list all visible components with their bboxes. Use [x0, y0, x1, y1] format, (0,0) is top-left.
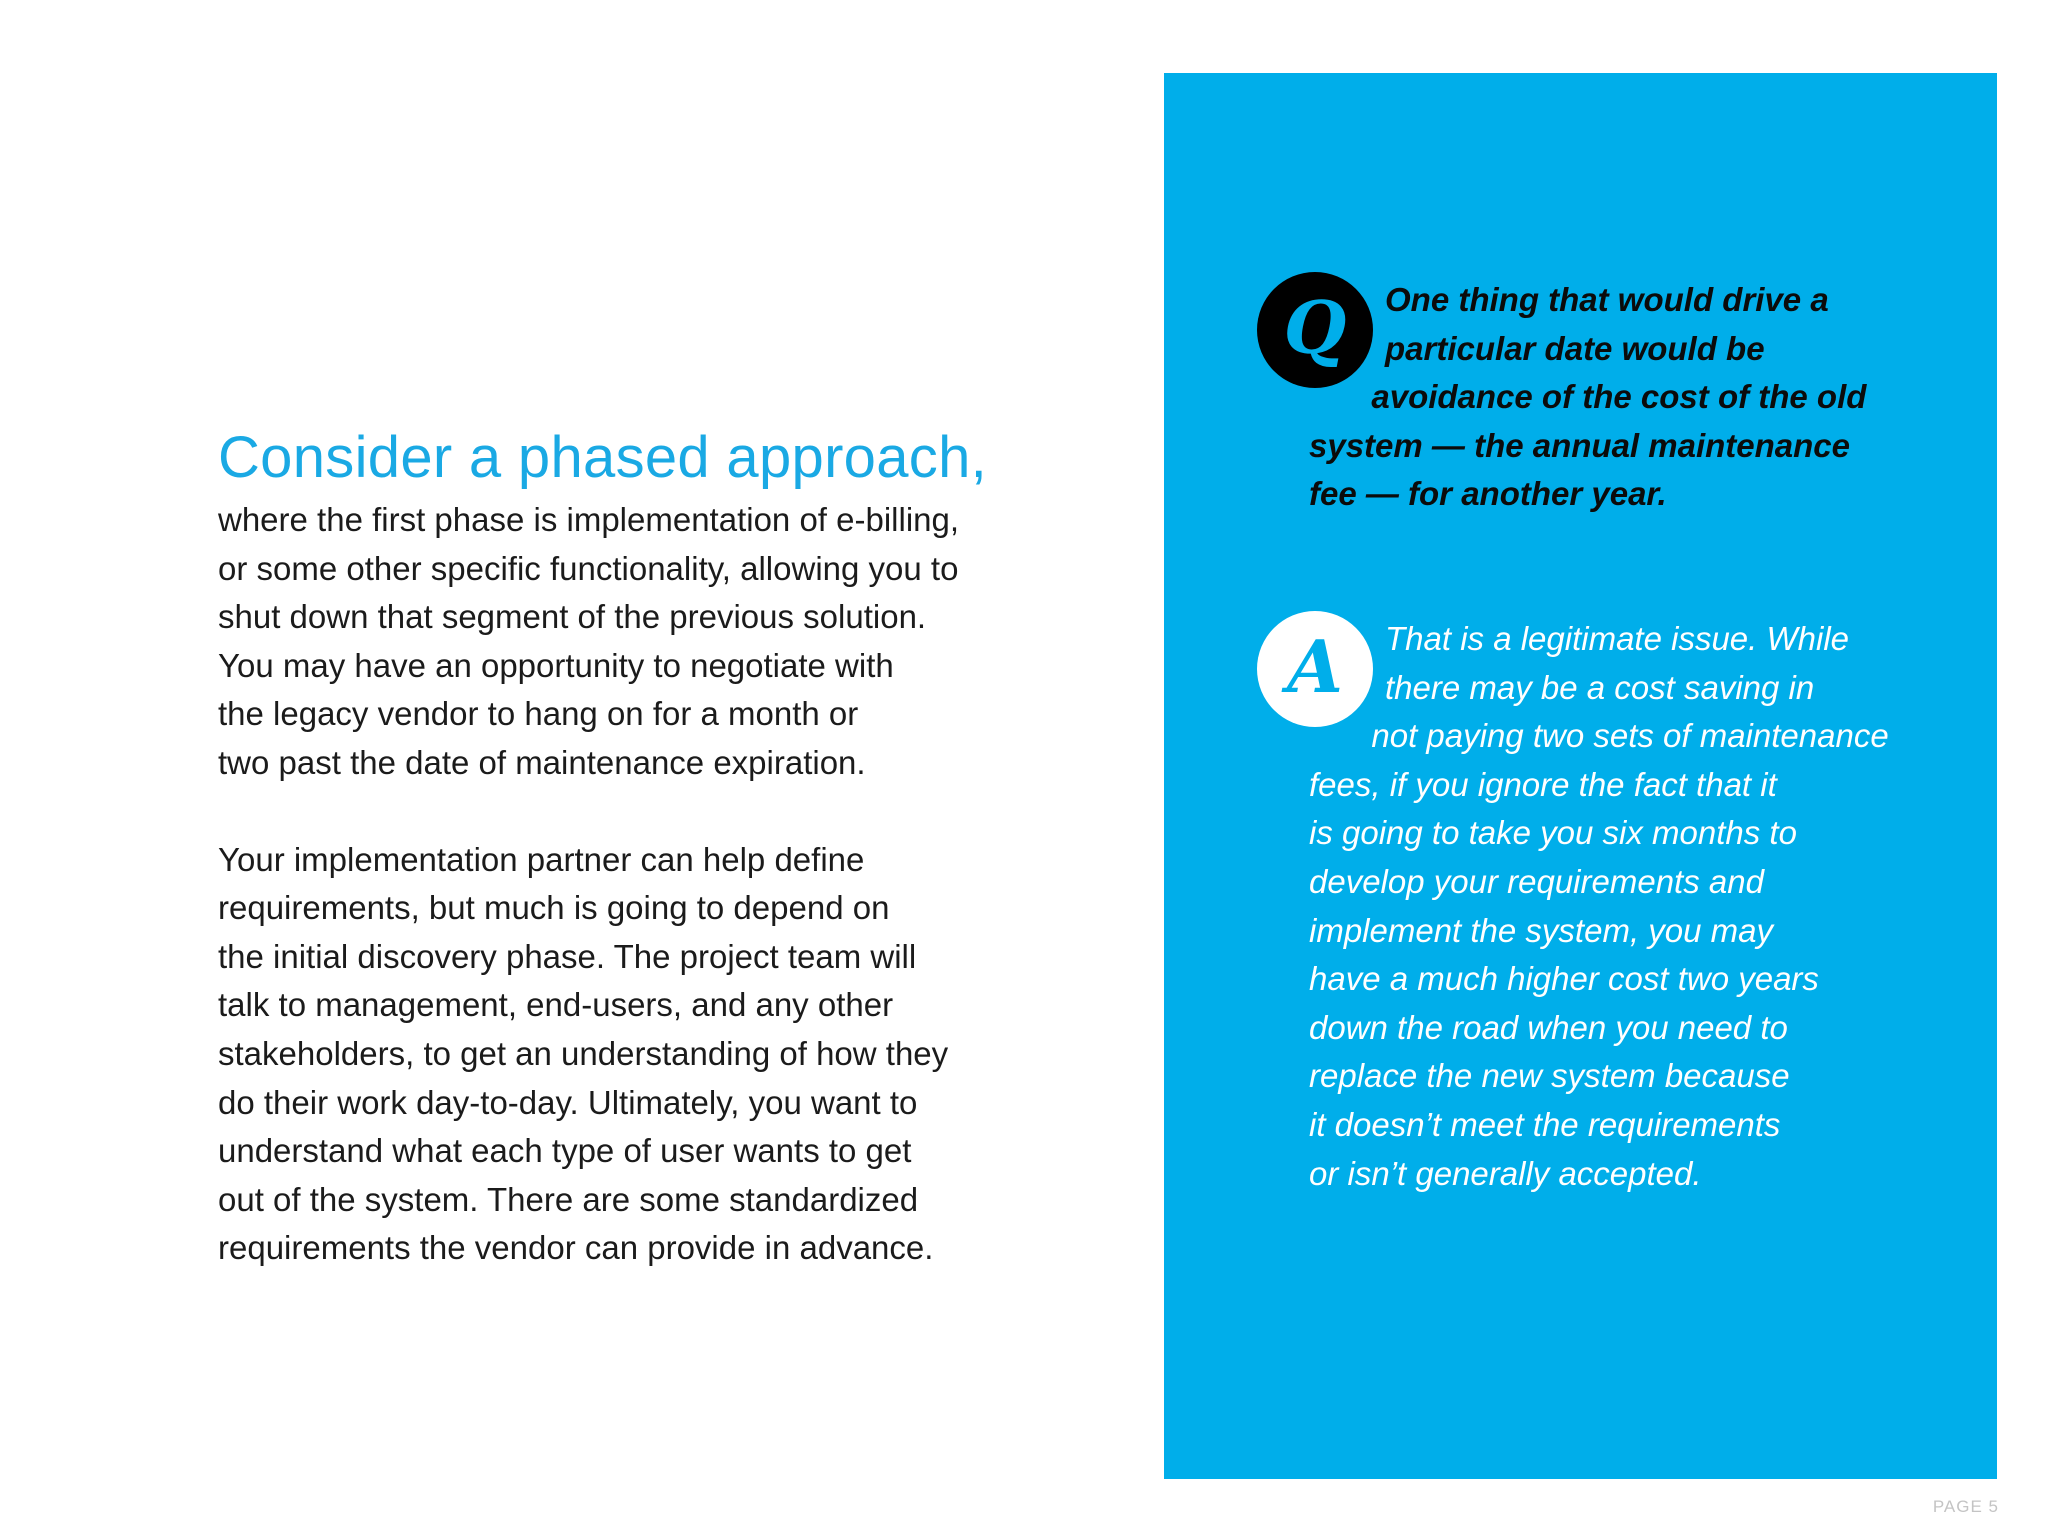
answer-badge-letter: A: [1287, 624, 1343, 709]
section-heading: Consider a phased approach,: [218, 425, 988, 490]
question-badge-letter: Q: [1283, 285, 1347, 370]
question-block: [1283, 276, 1969, 519]
answer-badge-icon: [1257, 611, 1373, 727]
answer-block: [1287, 615, 1969, 1198]
body-paragraph-requirements: Your implementation partner can help define requirements, but much is going to depend on the initial discovery phase. The project team will talk to management, end-users, and any other stakeholders, to get an understanding of how they do their work day-to-day. Ultimately, you want to understand what each type of user wants to get out of the system. There are some standardized requirements the vendor can provide in advance.: [218, 840, 949, 1267]
qa-sidebar-panel: [1164, 73, 1997, 1479]
question-text: One thing that would drive a particular date would be avoidance of the cost of the old system — the annual maintenance fee — for another year.: [1309, 281, 1867, 513]
answer-text: That is a legitimate issue. While there may be a cost saving in not paying two sets of maintenance fees, if you ignore the fact that it is going to take you six months to develop your requirements and implement the system, you may have a much higher cost two years down the road when you need to replace the new system because it doesn’t meet the requirements or isn’t generally accepted.: [1309, 620, 1889, 1192]
body-paragraph-phased-approach: where the first phase is implementation of e-billing, or some other specific functionality, allowing you to shut down that segment of the previous solution. You may have an opportunity to negotiate with the legacy vendor to hang on for a month or two past the date of maintenance expiration.: [218, 501, 960, 781]
main-text-column: [218, 420, 1118, 1273]
question-badge-icon: [1257, 272, 1373, 388]
page-number: PAGE 5: [1932, 1497, 1999, 1516]
